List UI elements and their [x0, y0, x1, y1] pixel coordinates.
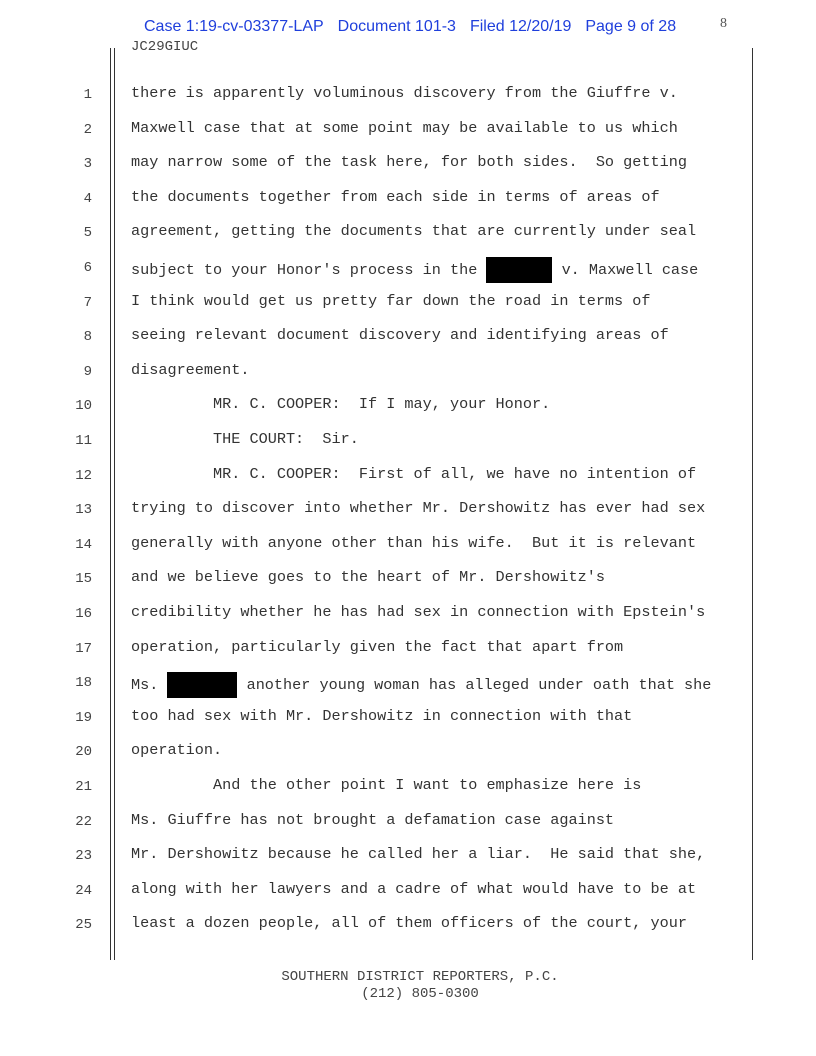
- transcript-line: [131, 430, 359, 448]
- transcript-line: [131, 811, 614, 829]
- line-text: Ms.: [131, 676, 168, 695]
- line-text: generally with anyone other than his wife. But it is relevant: [131, 533, 697, 552]
- line-text: disagreement.: [131, 360, 250, 379]
- transcript-line: [131, 568, 605, 586]
- line-number: 17: [75, 640, 92, 657]
- line-number: 6: [83, 260, 92, 276]
- page-number: 8: [720, 16, 727, 31]
- line-text: seeing relevant document discovery and identifying areas of: [131, 326, 669, 345]
- left-margin-rule-inner: [114, 48, 115, 960]
- transcript-line: [131, 776, 641, 794]
- redaction-block: [486, 257, 552, 283]
- transcript-line: [131, 638, 623, 656]
- transcript-line: [131, 361, 249, 379]
- transcript-line: [131, 914, 687, 932]
- line-number: 10: [75, 398, 92, 415]
- line-text: operation.: [131, 741, 223, 760]
- transcript-line: [131, 534, 696, 552]
- transcript-line: [131, 153, 687, 171]
- line-text: may narrow some of the task here, for both sides. So getting: [131, 153, 687, 172]
- line-text: the documents together from each side in terms of areas of: [131, 187, 660, 206]
- line-number: 5: [83, 225, 92, 242]
- transcript-line: [131, 119, 678, 137]
- transcript-line: [131, 84, 678, 102]
- transcript-line: [131, 880, 696, 898]
- line-text: too had sex with Mr. Dershowitz in connection with that: [131, 706, 633, 725]
- transcript-line: [131, 222, 696, 240]
- document-number: Document 101-3: [337, 18, 456, 35]
- filing-header: [144, 18, 690, 36]
- line-number: 15: [75, 571, 92, 588]
- right-margin-rule: [752, 48, 753, 960]
- line-number: 1: [83, 87, 92, 103]
- line-text: Ms. Giuffre has not brought a defamation case against: [131, 810, 615, 829]
- line-text: THE COURT: Sir.: [131, 430, 359, 448]
- line-number: 14: [75, 536, 92, 553]
- line-number: 12: [75, 467, 92, 484]
- line-text: Mr. Dershowitz because he called her a liar. He said that she,: [131, 845, 706, 864]
- redaction-block: [167, 672, 237, 698]
- line-text: trying to discover into whether Mr. Dershowitz has ever had sex: [131, 499, 706, 518]
- line-text: agreement, getting the documents that are currently under seal: [131, 222, 697, 241]
- transcript-line: [131, 845, 705, 863]
- reporter-phone: (212) 805-0300: [361, 986, 479, 1002]
- line-number: 20: [75, 744, 92, 761]
- line-text: MR. C. COOPER: First of all, we have no intention of: [131, 464, 697, 483]
- transcript-line: [131, 499, 705, 517]
- line-number: 24: [75, 882, 92, 899]
- line-text: there is apparently voluminous discovery from the Giuffre v.: [131, 84, 678, 102]
- line-number: 3: [83, 156, 92, 173]
- line-number: 19: [75, 709, 92, 726]
- line-text: Maxwell case that at some point may be available to us which: [131, 118, 678, 137]
- transcript-line: [131, 465, 696, 483]
- line-number: 2: [83, 121, 92, 138]
- transcript-line: [131, 326, 669, 344]
- line-text: and we believe goes to the heart of Mr. Dershowitz's: [131, 568, 605, 587]
- line-text-after-redaction: v. Maxwell case: [552, 261, 699, 280]
- line-number: 11: [75, 433, 92, 449]
- line-number: 18: [75, 675, 92, 692]
- line-number: 23: [75, 848, 92, 865]
- transcript-line: [131, 292, 651, 310]
- line-text: I think would get us pretty far down the road in terms of: [131, 291, 651, 310]
- reporter-name: SOUTHERN DISTRICT REPORTERS, P.C.: [281, 969, 559, 985]
- transcript-line: [131, 257, 698, 283]
- line-number: 13: [75, 502, 92, 519]
- line-text: operation, particularly given the fact that apart from: [131, 637, 624, 656]
- line-text-after-redaction: another young woman has alleged under oath that she: [237, 676, 712, 695]
- transcript-line: [131, 672, 711, 698]
- line-number: 16: [75, 606, 92, 622]
- filed-date: Filed 12/20/19: [469, 18, 572, 35]
- line-number: 21: [75, 779, 92, 795]
- page-of-total: Page 9 of 28: [585, 18, 677, 35]
- left-margin-rule-outer: [110, 48, 111, 960]
- transcript-line: [131, 741, 222, 759]
- case-number: Case 1:19-cv-03377-LAP: [144, 18, 324, 35]
- line-number: 22: [75, 813, 92, 830]
- line-number: 9: [83, 363, 92, 380]
- line-text: MR. C. COOPER: If I may, your Honor.: [131, 395, 551, 414]
- line-text: And the other point I want to emphasize here is: [131, 776, 642, 794]
- transcript-line: [131, 395, 550, 413]
- line-text: least a dozen people, all of them officers of the court, your: [131, 914, 687, 933]
- reporter-footer: [0, 969, 816, 1003]
- line-text: subject to your Honor's process in the: [131, 261, 487, 280]
- line-text: credibility whether he has had sex in connection with Epstein's: [131, 603, 706, 621]
- transcript-line: [131, 188, 660, 206]
- line-text: along with her lawyers and a cadre of what would have to be at: [131, 879, 697, 898]
- transcript-code: JC29GIUC: [131, 39, 199, 55]
- line-number: 25: [75, 917, 92, 934]
- line-number: 4: [83, 190, 92, 207]
- line-number: 7: [83, 294, 92, 311]
- transcript-line: [131, 603, 705, 621]
- transcript-line: [131, 707, 632, 725]
- line-number: 8: [83, 329, 92, 346]
